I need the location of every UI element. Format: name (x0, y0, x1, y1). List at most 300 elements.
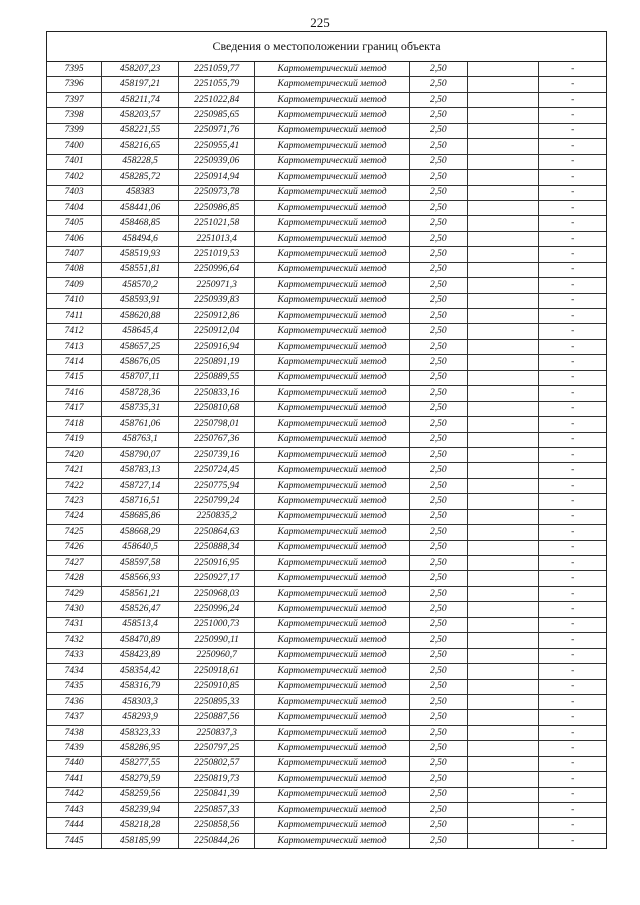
cell-point-number: 7397 (47, 92, 102, 107)
cell-method: Картометрический метод (255, 139, 409, 154)
cell-y-coordinate: 2250887,56 (178, 710, 255, 725)
table-row (47, 710, 606, 725)
cell-precision: 2,50 (409, 833, 467, 848)
cell-x-coordinate: 458645,4 (102, 324, 179, 339)
table-row (47, 278, 606, 293)
cell-y-coordinate: 2250844,26 (178, 833, 255, 848)
cell-precision: 2,50 (409, 62, 467, 77)
cell-note: - (539, 417, 606, 432)
cell-y-coordinate: 2250996,64 (178, 262, 255, 277)
cell-x-coordinate: 458597,58 (102, 556, 179, 571)
cell-note: - (539, 216, 606, 231)
cell-point-number: 7403 (47, 185, 102, 200)
cell-precision: 2,50 (409, 339, 467, 354)
cell-method: Картометрический метод (255, 556, 409, 571)
cell-point-number: 7445 (47, 833, 102, 848)
cell-method: Картометрический метод (255, 586, 409, 601)
table-row (47, 556, 606, 571)
cell-point-number: 7417 (47, 401, 102, 416)
cell-y-coordinate: 2251022,84 (178, 92, 255, 107)
cell-method: Картометрический метод (255, 494, 409, 509)
cell-point-number: 7411 (47, 309, 102, 324)
table-row (47, 803, 606, 818)
cell-x-coordinate: 458519,93 (102, 247, 179, 262)
cell-precision: 2,50 (409, 478, 467, 493)
cell-method: Картометрический метод (255, 525, 409, 540)
cell-method: Картометрический метод (255, 602, 409, 617)
table-row (47, 586, 606, 601)
cell-note: - (539, 185, 606, 200)
cell-extra-info (467, 370, 539, 385)
cell-method: Картометрический метод (255, 772, 409, 787)
cell-y-coordinate: 2250858,56 (178, 818, 255, 833)
cell-x-coordinate: 458323,33 (102, 725, 179, 740)
cell-y-coordinate: 2250939,83 (178, 293, 255, 308)
cell-precision: 2,50 (409, 386, 467, 401)
cell-method: Картометрический метод (255, 386, 409, 401)
cell-note: - (539, 586, 606, 601)
cell-y-coordinate: 2250724,45 (178, 463, 255, 478)
cell-y-coordinate: 2250960,7 (178, 648, 255, 663)
cell-precision: 2,50 (409, 170, 467, 185)
cell-precision: 2,50 (409, 586, 467, 601)
cell-method: Картометрический метод (255, 725, 409, 740)
cell-x-coordinate: 458285,72 (102, 170, 179, 185)
cell-x-coordinate: 458383 (102, 185, 179, 200)
cell-y-coordinate: 2250955,41 (178, 139, 255, 154)
table-row (47, 108, 606, 123)
cell-extra-info (467, 123, 539, 138)
cell-precision: 2,50 (409, 756, 467, 771)
cell-precision: 2,50 (409, 200, 467, 215)
cell-note: - (539, 540, 606, 555)
cell-method: Картометрический метод (255, 154, 409, 169)
cell-extra-info (467, 710, 539, 725)
cell-extra-info (467, 231, 539, 246)
cell-method: Картометрический метод (255, 401, 409, 416)
cell-extra-info (467, 309, 539, 324)
cell-y-coordinate: 2250833,16 (178, 386, 255, 401)
cell-precision: 2,50 (409, 617, 467, 632)
cell-point-number: 7430 (47, 602, 102, 617)
cell-precision: 2,50 (409, 509, 467, 524)
cell-y-coordinate: 2250914,94 (178, 170, 255, 185)
cell-extra-info (467, 200, 539, 215)
cell-method: Картометрический метод (255, 370, 409, 385)
cell-precision: 2,50 (409, 540, 467, 555)
cell-point-number: 7407 (47, 247, 102, 262)
cell-note: - (539, 710, 606, 725)
cell-point-number: 7432 (47, 633, 102, 648)
cell-extra-info (467, 741, 539, 756)
cell-method: Картометрический метод (255, 262, 409, 277)
table-row (47, 633, 606, 648)
cell-note: - (539, 386, 606, 401)
cell-method: Картометрический метод (255, 617, 409, 632)
cell-x-coordinate: 458763,1 (102, 432, 179, 447)
cell-point-number: 7442 (47, 787, 102, 802)
cell-point-number: 7438 (47, 725, 102, 740)
cell-precision: 2,50 (409, 185, 467, 200)
cell-point-number: 7419 (47, 432, 102, 447)
cell-x-coordinate: 458303,3 (102, 694, 179, 709)
cell-extra-info (467, 355, 539, 370)
cell-y-coordinate: 2250857,33 (178, 803, 255, 818)
cell-point-number: 7443 (47, 803, 102, 818)
cell-precision: 2,50 (409, 324, 467, 339)
cell-extra-info (467, 432, 539, 447)
cell-note: - (539, 602, 606, 617)
cell-point-number: 7398 (47, 108, 102, 123)
cell-precision: 2,50 (409, 417, 467, 432)
table-body (47, 62, 606, 848)
cell-note: - (539, 262, 606, 277)
table-row (47, 370, 606, 385)
cell-note: - (539, 139, 606, 154)
cell-point-number: 7421 (47, 463, 102, 478)
table-row (47, 154, 606, 169)
cell-note: - (539, 741, 606, 756)
cell-point-number: 7402 (47, 170, 102, 185)
table-row (47, 463, 606, 478)
cell-x-coordinate: 458707,11 (102, 370, 179, 385)
cell-point-number: 7441 (47, 772, 102, 787)
cell-x-coordinate: 458640,5 (102, 540, 179, 555)
cell-extra-info (467, 818, 539, 833)
cell-note: - (539, 447, 606, 462)
cell-extra-info (467, 262, 539, 277)
cell-note: - (539, 803, 606, 818)
cell-precision: 2,50 (409, 262, 467, 277)
cell-precision: 2,50 (409, 556, 467, 571)
cell-x-coordinate: 458218,28 (102, 818, 179, 833)
cell-note: - (539, 463, 606, 478)
cell-precision: 2,50 (409, 664, 467, 679)
cell-point-number: 7410 (47, 293, 102, 308)
cell-precision: 2,50 (409, 787, 467, 802)
cell-extra-info (467, 77, 539, 92)
cell-x-coordinate: 458494,6 (102, 231, 179, 246)
cell-x-coordinate: 458207,23 (102, 62, 179, 77)
cell-point-number: 7436 (47, 694, 102, 709)
cell-x-coordinate: 458735,31 (102, 401, 179, 416)
cell-y-coordinate: 2250835,2 (178, 509, 255, 524)
cell-precision: 2,50 (409, 525, 467, 540)
cell-note: - (539, 772, 606, 787)
cell-x-coordinate: 458203,57 (102, 108, 179, 123)
cell-point-number: 7437 (47, 710, 102, 725)
cell-precision: 2,50 (409, 772, 467, 787)
cell-point-number: 7413 (47, 339, 102, 354)
cell-precision: 2,50 (409, 293, 467, 308)
cell-x-coordinate: 458228,5 (102, 154, 179, 169)
cell-point-number: 7405 (47, 216, 102, 231)
cell-note: - (539, 432, 606, 447)
cell-y-coordinate: 2250891,19 (178, 355, 255, 370)
cell-x-coordinate: 458221,55 (102, 123, 179, 138)
cell-y-coordinate: 2250968,03 (178, 586, 255, 601)
table-row (47, 772, 606, 787)
cell-precision: 2,50 (409, 231, 467, 246)
cell-method: Картометрический метод (255, 787, 409, 802)
cell-y-coordinate: 2251019,53 (178, 247, 255, 262)
cell-x-coordinate: 458286,95 (102, 741, 179, 756)
cell-method: Картометрический метод (255, 818, 409, 833)
cell-point-number: 7396 (47, 77, 102, 92)
cell-x-coordinate: 458676,05 (102, 355, 179, 370)
table-row (47, 447, 606, 462)
cell-precision: 2,50 (409, 679, 467, 694)
cell-x-coordinate: 458716,51 (102, 494, 179, 509)
cell-extra-info (467, 679, 539, 694)
cell-note: - (539, 679, 606, 694)
cell-extra-info (467, 324, 539, 339)
cell-extra-info (467, 540, 539, 555)
cell-note: - (539, 231, 606, 246)
cell-extra-info (467, 725, 539, 740)
cell-point-number: 7420 (47, 447, 102, 462)
cell-method: Картометрический метод (255, 509, 409, 524)
cell-x-coordinate: 458277,55 (102, 756, 179, 771)
cell-extra-info (467, 386, 539, 401)
table-row (47, 62, 606, 77)
cell-precision: 2,50 (409, 494, 467, 509)
cell-note: - (539, 725, 606, 740)
table-row (47, 185, 606, 200)
boundary-table-sheet (46, 31, 607, 849)
cell-point-number: 7400 (47, 139, 102, 154)
cell-extra-info (467, 633, 539, 648)
cell-y-coordinate: 2250798,01 (178, 417, 255, 432)
cell-extra-info (467, 154, 539, 169)
cell-method: Картометрический метод (255, 247, 409, 262)
cell-x-coordinate: 458761,06 (102, 417, 179, 432)
cell-extra-info (467, 586, 539, 601)
table-row (47, 123, 606, 138)
cell-precision: 2,50 (409, 633, 467, 648)
cell-method: Картометрический метод (255, 324, 409, 339)
cell-point-number: 7414 (47, 355, 102, 370)
cell-note: - (539, 648, 606, 663)
cell-y-coordinate: 2250841,39 (178, 787, 255, 802)
cell-method: Картометрический метод (255, 77, 409, 92)
cell-point-number: 7434 (47, 664, 102, 679)
cell-point-number: 7404 (47, 200, 102, 215)
cell-point-number: 7423 (47, 494, 102, 509)
cell-point-number: 7399 (47, 123, 102, 138)
cell-y-coordinate: 2250912,04 (178, 324, 255, 339)
cell-y-coordinate: 2251055,79 (178, 77, 255, 92)
cell-point-number: 7440 (47, 756, 102, 771)
cell-note: - (539, 509, 606, 524)
cell-note: - (539, 571, 606, 586)
table-row (47, 664, 606, 679)
cell-point-number: 7427 (47, 556, 102, 571)
cell-precision: 2,50 (409, 355, 467, 370)
cell-y-coordinate: 2250775,94 (178, 478, 255, 493)
cell-method: Картометрический метод (255, 309, 409, 324)
cell-extra-info (467, 293, 539, 308)
cell-point-number: 7395 (47, 62, 102, 77)
cell-precision: 2,50 (409, 309, 467, 324)
cell-note: - (539, 633, 606, 648)
cell-extra-info (467, 803, 539, 818)
cell-extra-info (467, 556, 539, 571)
cell-x-coordinate: 458783,13 (102, 463, 179, 478)
cell-method: Картометрический метод (255, 741, 409, 756)
cell-method: Картометрический метод (255, 478, 409, 493)
cell-x-coordinate: 458551,81 (102, 262, 179, 277)
cell-point-number: 7424 (47, 509, 102, 524)
cell-extra-info (467, 772, 539, 787)
cell-method: Картометрический метод (255, 648, 409, 663)
cell-precision: 2,50 (409, 370, 467, 385)
cell-y-coordinate: 2250927,17 (178, 571, 255, 586)
cell-y-coordinate: 2250918,61 (178, 664, 255, 679)
table-row (47, 309, 606, 324)
cell-note: - (539, 77, 606, 92)
table-row (47, 494, 606, 509)
cell-y-coordinate: 2250799,24 (178, 494, 255, 509)
cell-method: Картометрический метод (255, 417, 409, 432)
cell-method: Картометрический метод (255, 710, 409, 725)
cell-point-number: 7435 (47, 679, 102, 694)
cell-note: - (539, 278, 606, 293)
cell-extra-info (467, 185, 539, 200)
cell-method: Картометрический метод (255, 664, 409, 679)
cell-extra-info (467, 617, 539, 632)
table-row (47, 401, 606, 416)
table-row (47, 77, 606, 92)
cell-x-coordinate: 458239,94 (102, 803, 179, 818)
cell-extra-info (467, 833, 539, 848)
table-row (47, 170, 606, 185)
cell-y-coordinate: 2250837,3 (178, 725, 255, 740)
cell-note: - (539, 787, 606, 802)
cell-extra-info (467, 62, 539, 77)
cell-x-coordinate: 458316,79 (102, 679, 179, 694)
cell-y-coordinate: 2250985,65 (178, 108, 255, 123)
coordinates-table (47, 62, 606, 848)
cell-y-coordinate: 2250810,68 (178, 401, 255, 416)
cell-extra-info (467, 648, 539, 663)
table-row (47, 432, 606, 447)
cell-precision: 2,50 (409, 92, 467, 107)
cell-x-coordinate: 458561,21 (102, 586, 179, 601)
cell-method: Картометрический метод (255, 694, 409, 709)
cell-note: - (539, 62, 606, 77)
cell-method: Картометрический метод (255, 571, 409, 586)
cell-precision: 2,50 (409, 77, 467, 92)
cell-extra-info (467, 787, 539, 802)
cell-extra-info (467, 664, 539, 679)
cell-method: Картометрический метод (255, 355, 409, 370)
cell-note: - (539, 123, 606, 138)
cell-precision: 2,50 (409, 139, 467, 154)
table-title: Сведения о местоположении границ объекта (47, 32, 606, 62)
table-row (47, 355, 606, 370)
cell-point-number: 7444 (47, 818, 102, 833)
cell-precision: 2,50 (409, 803, 467, 818)
cell-x-coordinate: 458354,42 (102, 664, 179, 679)
cell-note: - (539, 293, 606, 308)
cell-precision: 2,50 (409, 247, 467, 262)
cell-method: Картометрический метод (255, 633, 409, 648)
cell-precision: 2,50 (409, 123, 467, 138)
table-row (47, 231, 606, 246)
table-row (47, 818, 606, 833)
cell-precision: 2,50 (409, 648, 467, 663)
cell-extra-info (467, 509, 539, 524)
cell-note: - (539, 92, 606, 107)
table-row (47, 617, 606, 632)
cell-y-coordinate: 2250910,85 (178, 679, 255, 694)
cell-x-coordinate: 458685,86 (102, 509, 179, 524)
cell-note: - (539, 200, 606, 215)
cell-y-coordinate: 2250971,76 (178, 123, 255, 138)
table-row (47, 200, 606, 215)
cell-precision: 2,50 (409, 694, 467, 709)
table-row (47, 417, 606, 432)
cell-extra-info (467, 447, 539, 462)
cell-note: - (539, 756, 606, 771)
table-row (47, 787, 606, 802)
table-row (47, 741, 606, 756)
cell-point-number: 7401 (47, 154, 102, 169)
cell-method: Картометрический метод (255, 463, 409, 478)
cell-y-coordinate: 2250864,63 (178, 525, 255, 540)
cell-extra-info (467, 463, 539, 478)
cell-note: - (539, 370, 606, 385)
cell-method: Картометрический метод (255, 756, 409, 771)
cell-x-coordinate: 458620,88 (102, 309, 179, 324)
cell-x-coordinate: 458727,14 (102, 478, 179, 493)
cell-point-number: 7439 (47, 741, 102, 756)
table-row (47, 92, 606, 107)
cell-x-coordinate: 458293,9 (102, 710, 179, 725)
cell-extra-info (467, 108, 539, 123)
cell-point-number: 7408 (47, 262, 102, 277)
cell-note: - (539, 525, 606, 540)
cell-extra-info (467, 494, 539, 509)
table-row (47, 478, 606, 493)
cell-note: - (539, 833, 606, 848)
cell-note: - (539, 617, 606, 632)
cell-precision: 2,50 (409, 571, 467, 586)
cell-point-number: 7416 (47, 386, 102, 401)
cell-method: Картометрический метод (255, 92, 409, 107)
table-row (47, 293, 606, 308)
cell-y-coordinate: 2250888,34 (178, 540, 255, 555)
cell-x-coordinate: 458423,89 (102, 648, 179, 663)
cell-point-number: 7433 (47, 648, 102, 663)
table-row (47, 339, 606, 354)
cell-note: - (539, 154, 606, 169)
cell-x-coordinate: 458790,07 (102, 447, 179, 462)
cell-x-coordinate: 458593,91 (102, 293, 179, 308)
table-row (47, 509, 606, 524)
cell-point-number: 7412 (47, 324, 102, 339)
cell-precision: 2,50 (409, 602, 467, 617)
cell-precision: 2,50 (409, 432, 467, 447)
cell-precision: 2,50 (409, 154, 467, 169)
table-row (47, 833, 606, 848)
cell-method: Картометрический метод (255, 123, 409, 138)
cell-method: Картометрический метод (255, 803, 409, 818)
cell-y-coordinate: 2251021,58 (178, 216, 255, 231)
cell-y-coordinate: 2250939,06 (178, 154, 255, 169)
cell-precision: 2,50 (409, 710, 467, 725)
